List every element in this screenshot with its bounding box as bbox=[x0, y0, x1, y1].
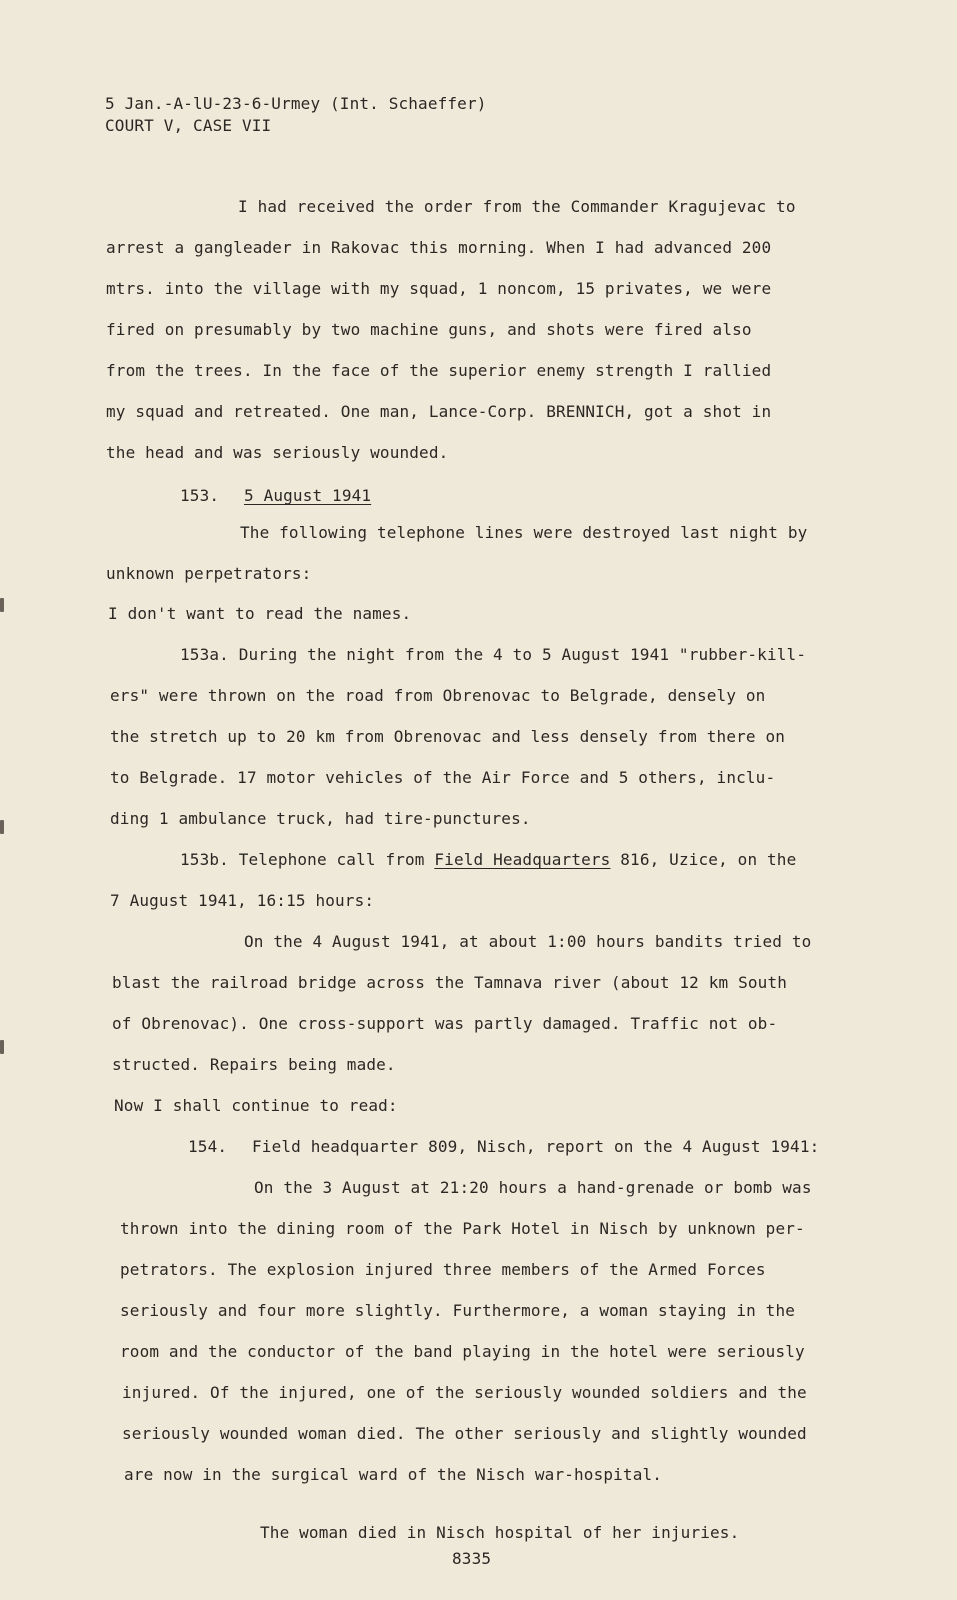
body-text: Field headquarter 809, Nisch, report on the 4 August 1941: bbox=[252, 1137, 820, 1156]
punch-mark bbox=[0, 820, 4, 834]
section-154-line bbox=[188, 1137, 819, 1157]
body-line: The woman died in Nisch hospital of her injuries. bbox=[260, 1523, 740, 1542]
body-line: seriously wounded woman died. The other seriously and slightly wounded bbox=[122, 1424, 807, 1443]
punch-mark bbox=[0, 1040, 4, 1054]
body-line: I don't want to read the names. bbox=[108, 604, 412, 623]
body-line: petrators. The explosion injured three members of the Armed Forces bbox=[120, 1260, 766, 1279]
body-text: 153b. Telephone call from bbox=[180, 850, 425, 869]
body-line: fired on presumably by two machine guns, and shots were fired also bbox=[106, 320, 752, 339]
body-line: are now in the surgical ward of the Nisch war-hospital. bbox=[124, 1465, 663, 1484]
section-date: 5 August 1941 bbox=[244, 486, 372, 505]
field-headquarters-underlined: Field Headquarters bbox=[434, 850, 611, 869]
body-line: I had received the order from the Commander Kragujevac to bbox=[238, 197, 796, 216]
body-line: injured. Of the injured, one of the seriously wounded soldiers and the bbox=[122, 1383, 807, 1402]
body-line: 7 August 1941, 16:15 hours: bbox=[110, 891, 375, 910]
body-line: arrest a gangleader in Rakovac this morning. When I had advanced 200 bbox=[106, 238, 772, 257]
body-line: room and the conductor of the band playing in the hotel were seriously bbox=[120, 1342, 805, 1361]
section-153b-line bbox=[180, 850, 796, 870]
body-line: ding 1 ambulance truck, had tire-punctures. bbox=[110, 809, 531, 828]
body-line: mtrs. into the village with my squad, 1 noncom, 15 privates, we were bbox=[106, 279, 772, 298]
body-line: from the trees. In the face of the superior enemy strength I rallied bbox=[106, 361, 772, 380]
body-line: The following telephone lines were destroyed last night by bbox=[240, 523, 808, 542]
body-line: the stretch up to 20 km from Obrenovac and less densely from there on bbox=[110, 727, 786, 746]
body-line: blast the railroad bridge across the Tamnava river (about 12 km South bbox=[112, 973, 788, 992]
header-line-1: 5 Jan.-A-lU-23-6-Urmey (Int. Schaeffer) bbox=[105, 94, 487, 113]
body-line: seriously and four more slightly. Furthermore, a woman staying in the bbox=[120, 1301, 796, 1320]
section-number: 154. bbox=[188, 1137, 228, 1156]
body-line: 153a. During the night from the 4 to 5 August 1941 "rubber-kill- bbox=[180, 645, 807, 664]
body-line: structed. Repairs being made. bbox=[112, 1055, 396, 1074]
body-line: ers" were thrown on the road from Obrenovac to Belgrade, densely on bbox=[110, 686, 766, 705]
body-line: my squad and retreated. One man, Lance-Corp. BRENNICH, got a shot in bbox=[106, 402, 772, 421]
section-number: 153. bbox=[180, 486, 220, 505]
body-line: On the 3 August at 21:20 hours a hand-grenade or bomb was bbox=[254, 1178, 812, 1197]
body-line: the head and was seriously wounded. bbox=[106, 443, 449, 462]
body-line: to Belgrade. 17 motor vehicles of the Air Force and 5 others, inclu- bbox=[110, 768, 776, 787]
punch-mark bbox=[0, 598, 4, 612]
header-line-2: COURT V, CASE VII bbox=[105, 116, 272, 135]
body-line: thrown into the dining room of the Park Hotel in Nisch by unknown per- bbox=[120, 1219, 805, 1238]
body-line: of Obrenovac). One cross-support was partly damaged. Traffic not ob- bbox=[112, 1014, 778, 1033]
section-153-heading bbox=[180, 486, 371, 506]
body-line: unknown perpetrators: bbox=[106, 564, 312, 583]
page-number: 8335 bbox=[452, 1549, 492, 1568]
body-line: Now I shall continue to read: bbox=[114, 1096, 398, 1115]
body-text: 816, Uzice, on the bbox=[620, 850, 797, 869]
body-line: On the 4 August 1941, at about 1:00 hours bandits tried to bbox=[244, 932, 812, 951]
